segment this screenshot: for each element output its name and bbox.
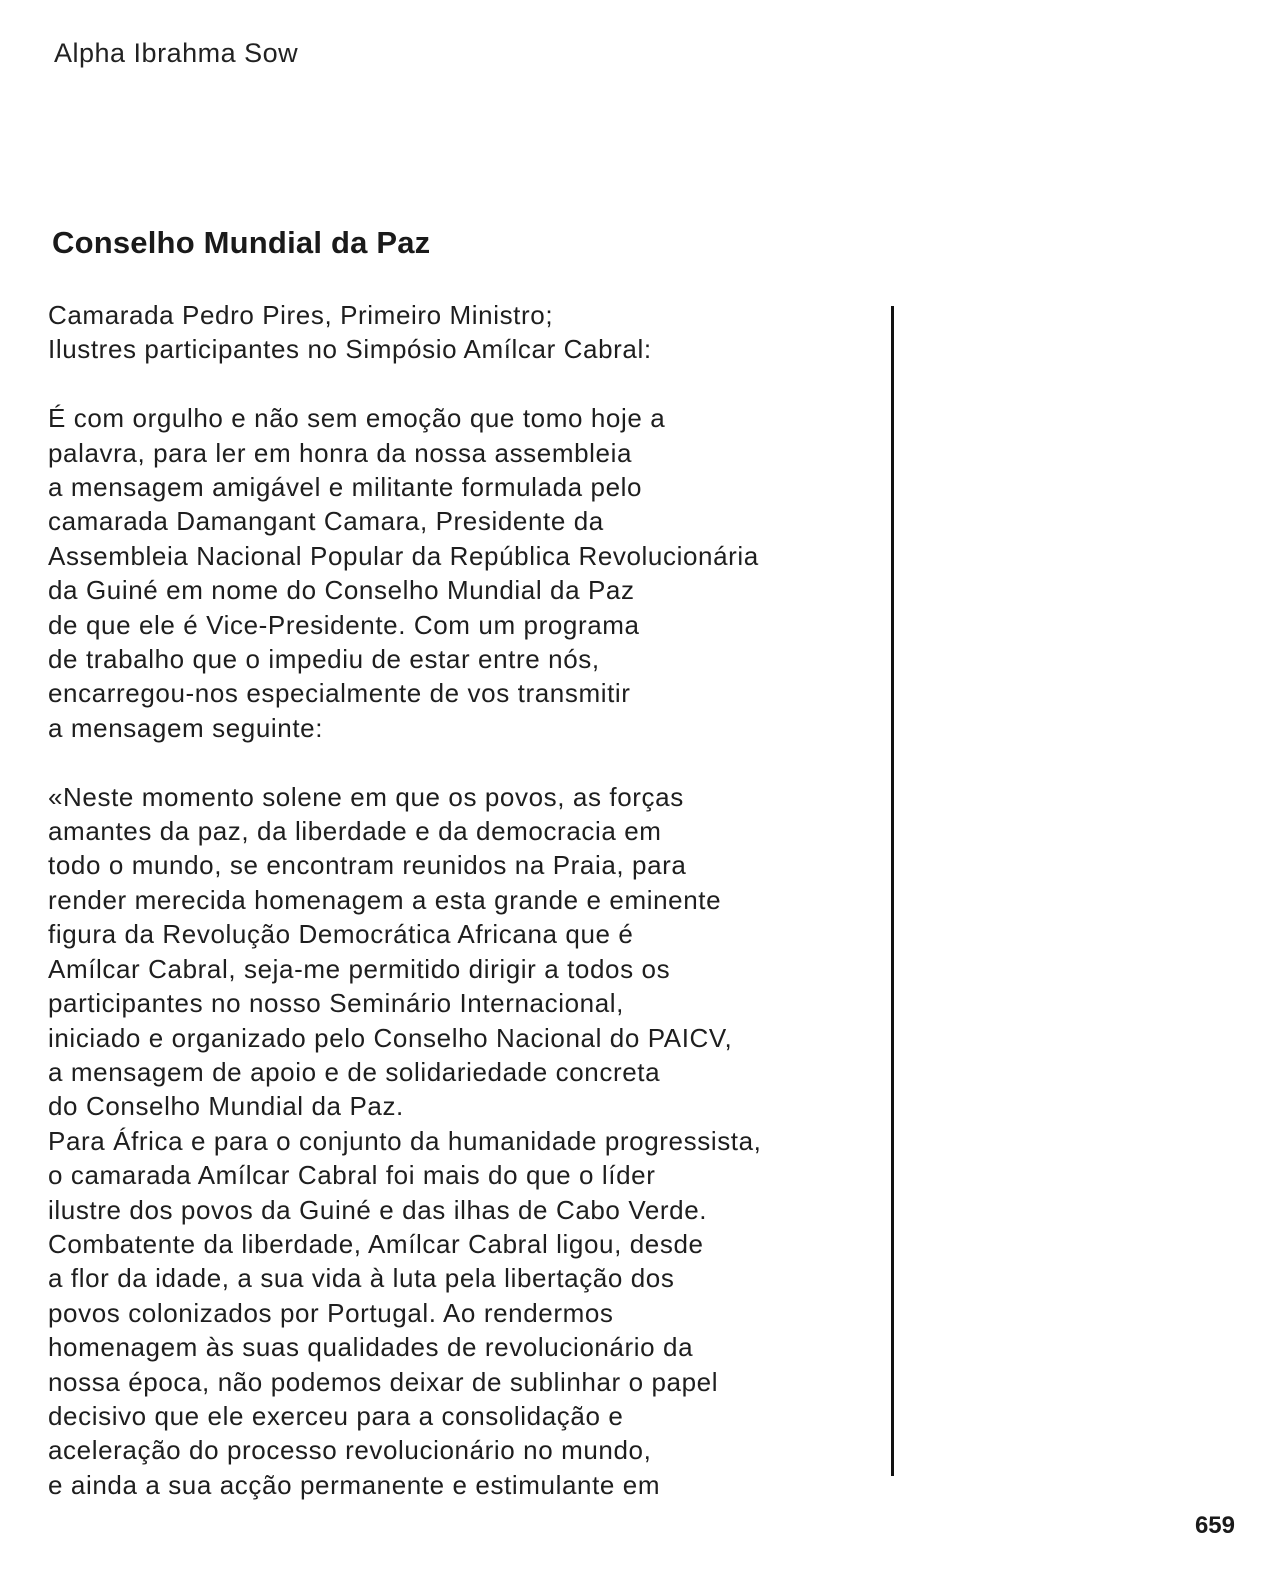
text-line: Camarada Pedro Pires, Primeiro Ministro; xyxy=(48,300,554,330)
text-line: «Neste momento solene em que os povos, as forças xyxy=(48,781,684,812)
text-line: de trabalho que o impediu de estar entre nós, xyxy=(48,644,600,675)
text-line: render merecida homenagem a esta grande e eminente xyxy=(48,884,722,915)
text-line: do Conselho Mundial da Paz. xyxy=(48,1091,404,1122)
text-line: participantes no nosso Seminário Internacional, xyxy=(48,988,624,1019)
text-line: povos colonizados por Portugal. Ao rendermos xyxy=(48,1297,614,1328)
text-line: É com orgulho e não sem emoção que tomo hoje a xyxy=(48,403,666,434)
margin-rule xyxy=(891,306,894,1476)
text-line: Amílcar Cabral, seja-me permitido dirigir a todos os xyxy=(48,953,671,984)
text-line: nossa época, não podemos deixar de sublinhar o papel xyxy=(48,1366,719,1397)
text-line: amantes da paz, da liberdade e da democracia em xyxy=(48,816,662,847)
text-line: a mensagem de apoio e de solidariedade concreta xyxy=(48,1056,661,1087)
text-line: ilustre dos povos da Guiné e das ilhas de Cabo Verde. xyxy=(48,1194,708,1225)
text-line: a flor da idade, a sua vida à luta pela libertação dos xyxy=(48,1263,675,1294)
text-line: homenagem às suas qualidades de revolucionário da xyxy=(48,1332,694,1363)
running-head-author: Alpha Ibrahma Sow xyxy=(54,38,299,68)
text-line: a mensagem amigável e militante formulada pelo xyxy=(48,472,643,503)
text-line: encarregou-nos especialmente de vos transmitir xyxy=(48,678,631,709)
text-line: decisivo que ele exerceu para a consolidação e xyxy=(48,1400,624,1431)
text-line: Ilustres participantes no Simpósio Amílcar Cabral: xyxy=(48,334,652,365)
text-line: palavra, para ler em honra da nossa assembleia xyxy=(48,437,633,468)
text-line: de que ele é Vice-Presidente. Com um programa xyxy=(48,609,640,640)
text-line: da Guiné em nome do Conselho Mundial da Paz xyxy=(48,575,635,606)
paragraph xyxy=(48,780,888,1503)
text-line: figura da Revolução Democrática Africana que é xyxy=(48,919,634,950)
text-line: e ainda a sua acção permanente e estimulante em xyxy=(48,1469,661,1500)
page-number: 659 xyxy=(1194,1512,1235,1539)
text-line: camarada Damangant Camara, Presidente da xyxy=(48,506,604,537)
section-title: Conselho Mundial da Paz xyxy=(52,225,431,260)
text-line: a mensagem seguinte: xyxy=(48,712,324,743)
text-line: Para África e para o conjunto da humanidade progressista, xyxy=(48,1125,762,1156)
paragraph xyxy=(48,298,888,367)
text-line: Assembleia Nacional Popular da República Revolucionária xyxy=(48,540,759,571)
body-text xyxy=(48,298,888,1502)
text-line: o camarada Amílcar Cabral foi mais do que o líder xyxy=(48,1160,656,1191)
paragraph xyxy=(48,401,888,745)
text-line: Combatente da liberdade, Amílcar Cabral ligou, desde xyxy=(48,1228,704,1259)
text-line: todo o mundo, se encontram reunidos na Praia, para xyxy=(48,850,687,881)
text-line: iniciado e organizado pelo Conselho Nacional do PAICV, xyxy=(48,1022,733,1053)
text-line: aceleração do processo revolucionário no mundo, xyxy=(48,1435,652,1466)
